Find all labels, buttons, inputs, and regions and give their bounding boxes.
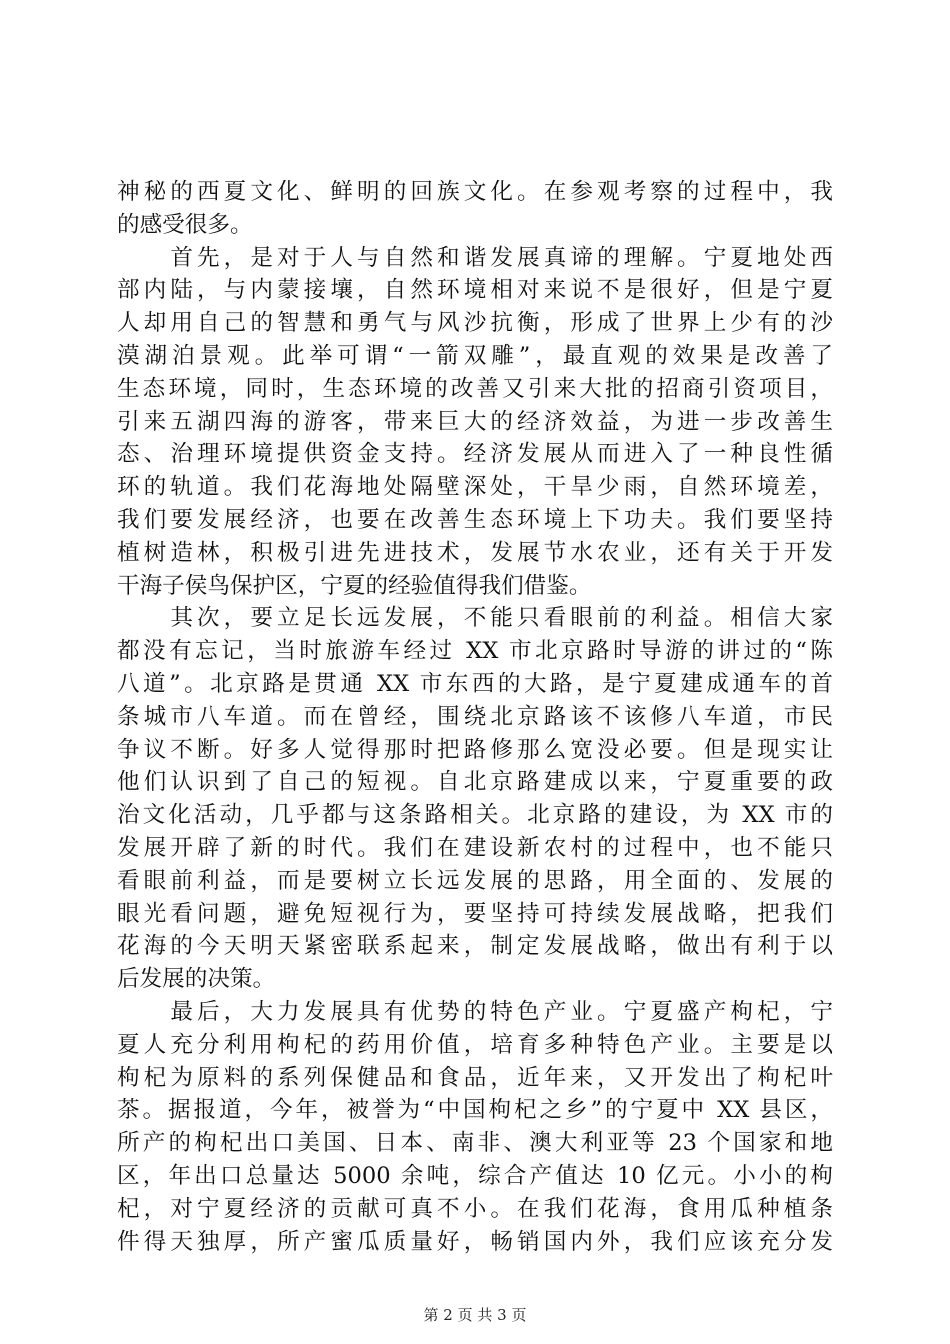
text-line: 花海的今天明天紧密联系起来，制定发展战略，做出有利于以 — [117, 933, 833, 960]
text-line: 后发展的决策。 — [117, 966, 276, 993]
text-line: 人却用自己的智慧和勇气与风沙抗衡，形成了世界上少有的沙 — [117, 310, 833, 337]
text-line: 生态环境，同时，生态环境的改善又引来大批的招商引资项目， — [117, 375, 833, 402]
document-body — [117, 176, 833, 1258]
text-line: 争议不断。好多人觉得那时把路修那么宽没必要。但是现实让 — [117, 736, 833, 763]
text-line: 枸杞为原料的系列保健品和食品，近年来，又开发出了枸杞叶 — [117, 1064, 833, 1091]
text-line: 眼光看问题，避免短视行为，要坚持可持续发展战略，把我们 — [117, 900, 833, 927]
text-line: 漠湖泊景观。此举可谓“一箭双雕”，最直观的效果是改善了 — [117, 342, 833, 369]
paragraph-third-point — [117, 996, 833, 1258]
paragraph-first-point — [117, 242, 833, 603]
text-line: 杞，对宁夏经济的贡献可真不小。在我们花海，食用瓜种植条 — [117, 1195, 833, 1222]
paragraph-intro-end — [117, 176, 833, 242]
text-line: 最后，大力发展具有优势的特色产业。宁夏盛产枸杞，宁 — [117, 998, 833, 1025]
text-line: 我们要发展经济，也要在改善生态环境上下功夫。我们要坚持 — [117, 506, 833, 533]
text-line: 件得天独厚，所产蜜瓜质量好，畅销国内外，我们应该充分发 — [117, 1228, 833, 1255]
text-line: 治文化活动，几乎都与这条路相关。北京路的建设，为 XX 市的 — [117, 802, 833, 829]
text-line: 他们认识到了自己的短视。自北京路建成以来，宁夏重要的政 — [117, 769, 833, 796]
text-line: 区，年出口总量达 5000 余吨，综合产值达 10 亿元。小小的枸 — [117, 1162, 833, 1189]
text-line: 首先，是对于人与自然和谐发展真谛的理解。宁夏地处西 — [117, 244, 833, 271]
text-line: 植树造林，积极引进先进技术，发展节水农业，还有关于开发 — [117, 539, 833, 566]
text-line: 夏人充分利用枸杞的药用价值，培育多种特色产业。主要是以 — [117, 1031, 833, 1058]
page-number-footer: 第 2 页 共 3 页 — [423, 1306, 527, 1324]
text-line: 态、治理环境提供资金支持。经济发展从而进入了一种良性循 — [117, 441, 833, 468]
text-line: 发展开辟了新的时代。我们在建设新农村的过程中，也不能只 — [117, 834, 833, 861]
text-line: 八道”。北京路是贯通 XX 市东西的大路，是宁夏建成通车的首 — [117, 670, 833, 697]
text-line: 所产的枸杞出口美国、日本、南非、澳大利亚等 23 个国家和地 — [117, 1130, 833, 1157]
text-line: 干海子侯鸟保护区，宁夏的经验值得我们借鉴。 — [117, 572, 592, 599]
text-line: 环的轨道。我们花海地处隔壁深处，干旱少雨，自然环境差， — [117, 474, 833, 501]
text-line: 其次，要立足长远发展，不能只看眼前的利益。相信大家 — [117, 605, 833, 632]
text-line: 部内陆，与内蒙接壤，自然环境相对来说不是很好，但是宁夏 — [117, 277, 833, 304]
text-line: 看眼前利益，而是要树立长远发展的思路，用全面的、发展的 — [117, 867, 833, 894]
text-line: 茶。据报道，今年，被誉为“中国枸杞之乡”的宁夏中 XX 县区， — [117, 1097, 833, 1124]
text-line: 引来五湖四海的游客，带来巨大的经济效益，为进一步改善生 — [117, 408, 833, 435]
text-line: 都没有忘记，当时旅游车经过 XX 市北京路时导游的讲过的“陈 — [117, 638, 833, 665]
text-line: 条城市八车道。而在曾经，围绕北京路该不该修八车道，市民 — [117, 703, 833, 730]
paragraph-second-point — [117, 602, 833, 996]
text-line: 的感受很多。 — [117, 211, 253, 238]
text-line: 神秘的西夏文化、鲜明的回族文化。在参观考察的过程中，我 — [117, 179, 833, 205]
